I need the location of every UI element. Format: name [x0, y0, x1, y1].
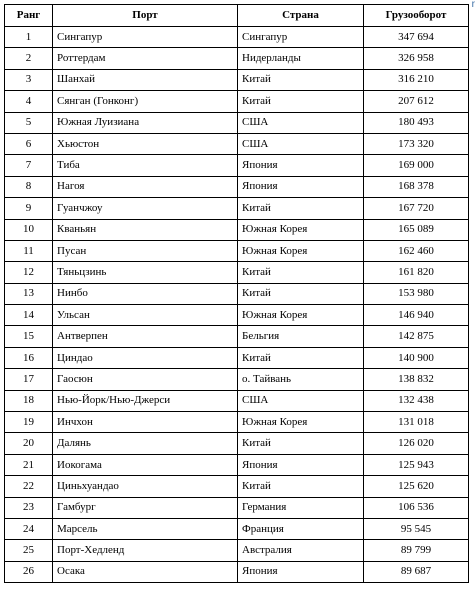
- cell-country: Нидерланды: [238, 48, 364, 69]
- cell-country: о. Тайвань: [238, 369, 364, 390]
- cell-port: Тяньцзинь: [53, 262, 238, 283]
- cell-port: Инчхон: [53, 412, 238, 433]
- cell-rank: 4: [5, 91, 53, 112]
- table-row: [5, 219, 469, 240]
- table-row: [5, 176, 469, 197]
- cell-cargo: 89 687: [364, 561, 469, 582]
- cell-country: Южная Корея: [238, 240, 364, 261]
- header-rank: Ранг: [5, 5, 53, 27]
- cell-port: Гаосюн: [53, 369, 238, 390]
- cell-cargo: 126 020: [364, 433, 469, 454]
- cell-cargo: 95 545: [364, 518, 469, 539]
- cell-port: Марсель: [53, 518, 238, 539]
- cell-rank: 17: [5, 369, 53, 390]
- cell-port: Сингапур: [53, 27, 238, 48]
- cell-country: Китай: [238, 433, 364, 454]
- cell-port: Антверпен: [53, 326, 238, 347]
- cell-rank: 26: [5, 561, 53, 582]
- cell-rank: 16: [5, 347, 53, 368]
- cell-port: Гамбург: [53, 497, 238, 518]
- cell-port: Кваньян: [53, 219, 238, 240]
- cell-rank: 21: [5, 454, 53, 475]
- cell-cargo: 146 940: [364, 305, 469, 326]
- cell-cargo: 162 460: [364, 240, 469, 261]
- cell-country: Япония: [238, 561, 364, 582]
- cell-cargo: 326 958: [364, 48, 469, 69]
- cell-country: Южная Корея: [238, 412, 364, 433]
- cell-port: Пусан: [53, 240, 238, 261]
- cell-cargo: 167 720: [364, 198, 469, 219]
- cell-port: Хьюстон: [53, 133, 238, 154]
- cell-cargo: 173 320: [364, 133, 469, 154]
- cell-country: США: [238, 112, 364, 133]
- cell-port: Нинбо: [53, 283, 238, 304]
- table-row: [5, 326, 469, 347]
- cell-country: США: [238, 390, 364, 411]
- table-row: [5, 48, 469, 69]
- cell-rank: 23: [5, 497, 53, 518]
- cell-cargo: 347 694: [364, 27, 469, 48]
- cell-cargo: 165 089: [364, 219, 469, 240]
- cell-country: Китай: [238, 198, 364, 219]
- cell-rank: 11: [5, 240, 53, 261]
- table-row: [5, 433, 469, 454]
- cell-port: Циньхуандао: [53, 476, 238, 497]
- table-row: [5, 91, 469, 112]
- cell-cargo: 180 493: [364, 112, 469, 133]
- table-row: [5, 561, 469, 582]
- cell-cargo: 89 799: [364, 540, 469, 561]
- cell-rank: 13: [5, 283, 53, 304]
- table-body: [5, 27, 469, 583]
- cell-port: Осака: [53, 561, 238, 582]
- cell-country: Южная Корея: [238, 219, 364, 240]
- cell-port: Южная Луизиана: [53, 112, 238, 133]
- cell-country: Китай: [238, 283, 364, 304]
- cell-country: Китай: [238, 91, 364, 112]
- table-row: [5, 283, 469, 304]
- cell-port: Ульсан: [53, 305, 238, 326]
- cell-port: Тиба: [53, 155, 238, 176]
- cell-rank: 5: [5, 112, 53, 133]
- cell-cargo: 153 980: [364, 283, 469, 304]
- table-row: [5, 112, 469, 133]
- cell-port: Роттердам: [53, 48, 238, 69]
- cell-port: Далянь: [53, 433, 238, 454]
- table-row: [5, 540, 469, 561]
- corner-mark: r: [471, 0, 475, 10]
- cell-country: США: [238, 133, 364, 154]
- table-row: [5, 27, 469, 48]
- cell-cargo: 106 536: [364, 497, 469, 518]
- cell-rank: 14: [5, 305, 53, 326]
- cell-rank: 1: [5, 27, 53, 48]
- cell-cargo: 125 943: [364, 454, 469, 475]
- cell-rank: 18: [5, 390, 53, 411]
- table-row: [5, 412, 469, 433]
- cell-country: Япония: [238, 176, 364, 197]
- cell-country: Китай: [238, 262, 364, 283]
- table-row: [5, 133, 469, 154]
- cell-rank: 25: [5, 540, 53, 561]
- cell-country: Китай: [238, 347, 364, 368]
- ports-table: [4, 4, 469, 583]
- table-row: [5, 390, 469, 411]
- cell-rank: 12: [5, 262, 53, 283]
- cell-country: Германия: [238, 497, 364, 518]
- table-row: [5, 262, 469, 283]
- cell-cargo: 132 438: [364, 390, 469, 411]
- cell-country: Бельгия: [238, 326, 364, 347]
- table-row: [5, 305, 469, 326]
- cell-rank: 10: [5, 219, 53, 240]
- cell-country: Китай: [238, 476, 364, 497]
- cell-cargo: 138 832: [364, 369, 469, 390]
- cell-cargo: 207 612: [364, 91, 469, 112]
- cell-rank: 7: [5, 155, 53, 176]
- table-row: [5, 198, 469, 219]
- header-cargo: Грузооборот: [364, 5, 469, 27]
- cell-country: Австралия: [238, 540, 364, 561]
- table-row: [5, 69, 469, 90]
- cell-rank: 20: [5, 433, 53, 454]
- cell-rank: 19: [5, 412, 53, 433]
- cell-port: Порт-Хедленд: [53, 540, 238, 561]
- header-country: Страна: [238, 5, 364, 27]
- cell-cargo: 316 210: [364, 69, 469, 90]
- cell-port: Нью-Йорк/Нью-Джерси: [53, 390, 238, 411]
- cell-rank: 9: [5, 198, 53, 219]
- table-row: [5, 347, 469, 368]
- table-row: [5, 240, 469, 261]
- cell-cargo: 142 875: [364, 326, 469, 347]
- table-row: [5, 454, 469, 475]
- cell-country: Китай: [238, 69, 364, 90]
- cell-cargo: 161 820: [364, 262, 469, 283]
- cell-port: Нагоя: [53, 176, 238, 197]
- cell-cargo: 140 900: [364, 347, 469, 368]
- cell-rank: 3: [5, 69, 53, 90]
- cell-country: Франция: [238, 518, 364, 539]
- cell-port: Сянган (Гонконг): [53, 91, 238, 112]
- cell-rank: 6: [5, 133, 53, 154]
- cell-country: Сингапур: [238, 27, 364, 48]
- cell-rank: 2: [5, 48, 53, 69]
- table-row: [5, 476, 469, 497]
- cell-cargo: 169 000: [364, 155, 469, 176]
- cell-rank: 8: [5, 176, 53, 197]
- header-port: Порт: [53, 5, 238, 27]
- cell-rank: 15: [5, 326, 53, 347]
- header-row: [5, 5, 469, 27]
- table-row: [5, 155, 469, 176]
- table-row: [5, 518, 469, 539]
- cell-port: Циндао: [53, 347, 238, 368]
- cell-country: Южная Корея: [238, 305, 364, 326]
- table-row: [5, 497, 469, 518]
- table-header: [5, 5, 469, 27]
- table-row: [5, 369, 469, 390]
- cell-rank: 24: [5, 518, 53, 539]
- cell-port: Иокогама: [53, 454, 238, 475]
- cell-country: Япония: [238, 155, 364, 176]
- cell-cargo: 168 378: [364, 176, 469, 197]
- cell-rank: 22: [5, 476, 53, 497]
- cell-port: Гуанчжоу: [53, 198, 238, 219]
- cell-port: Шанхай: [53, 69, 238, 90]
- cell-cargo: 131 018: [364, 412, 469, 433]
- cell-country: Япония: [238, 454, 364, 475]
- cell-cargo: 125 620: [364, 476, 469, 497]
